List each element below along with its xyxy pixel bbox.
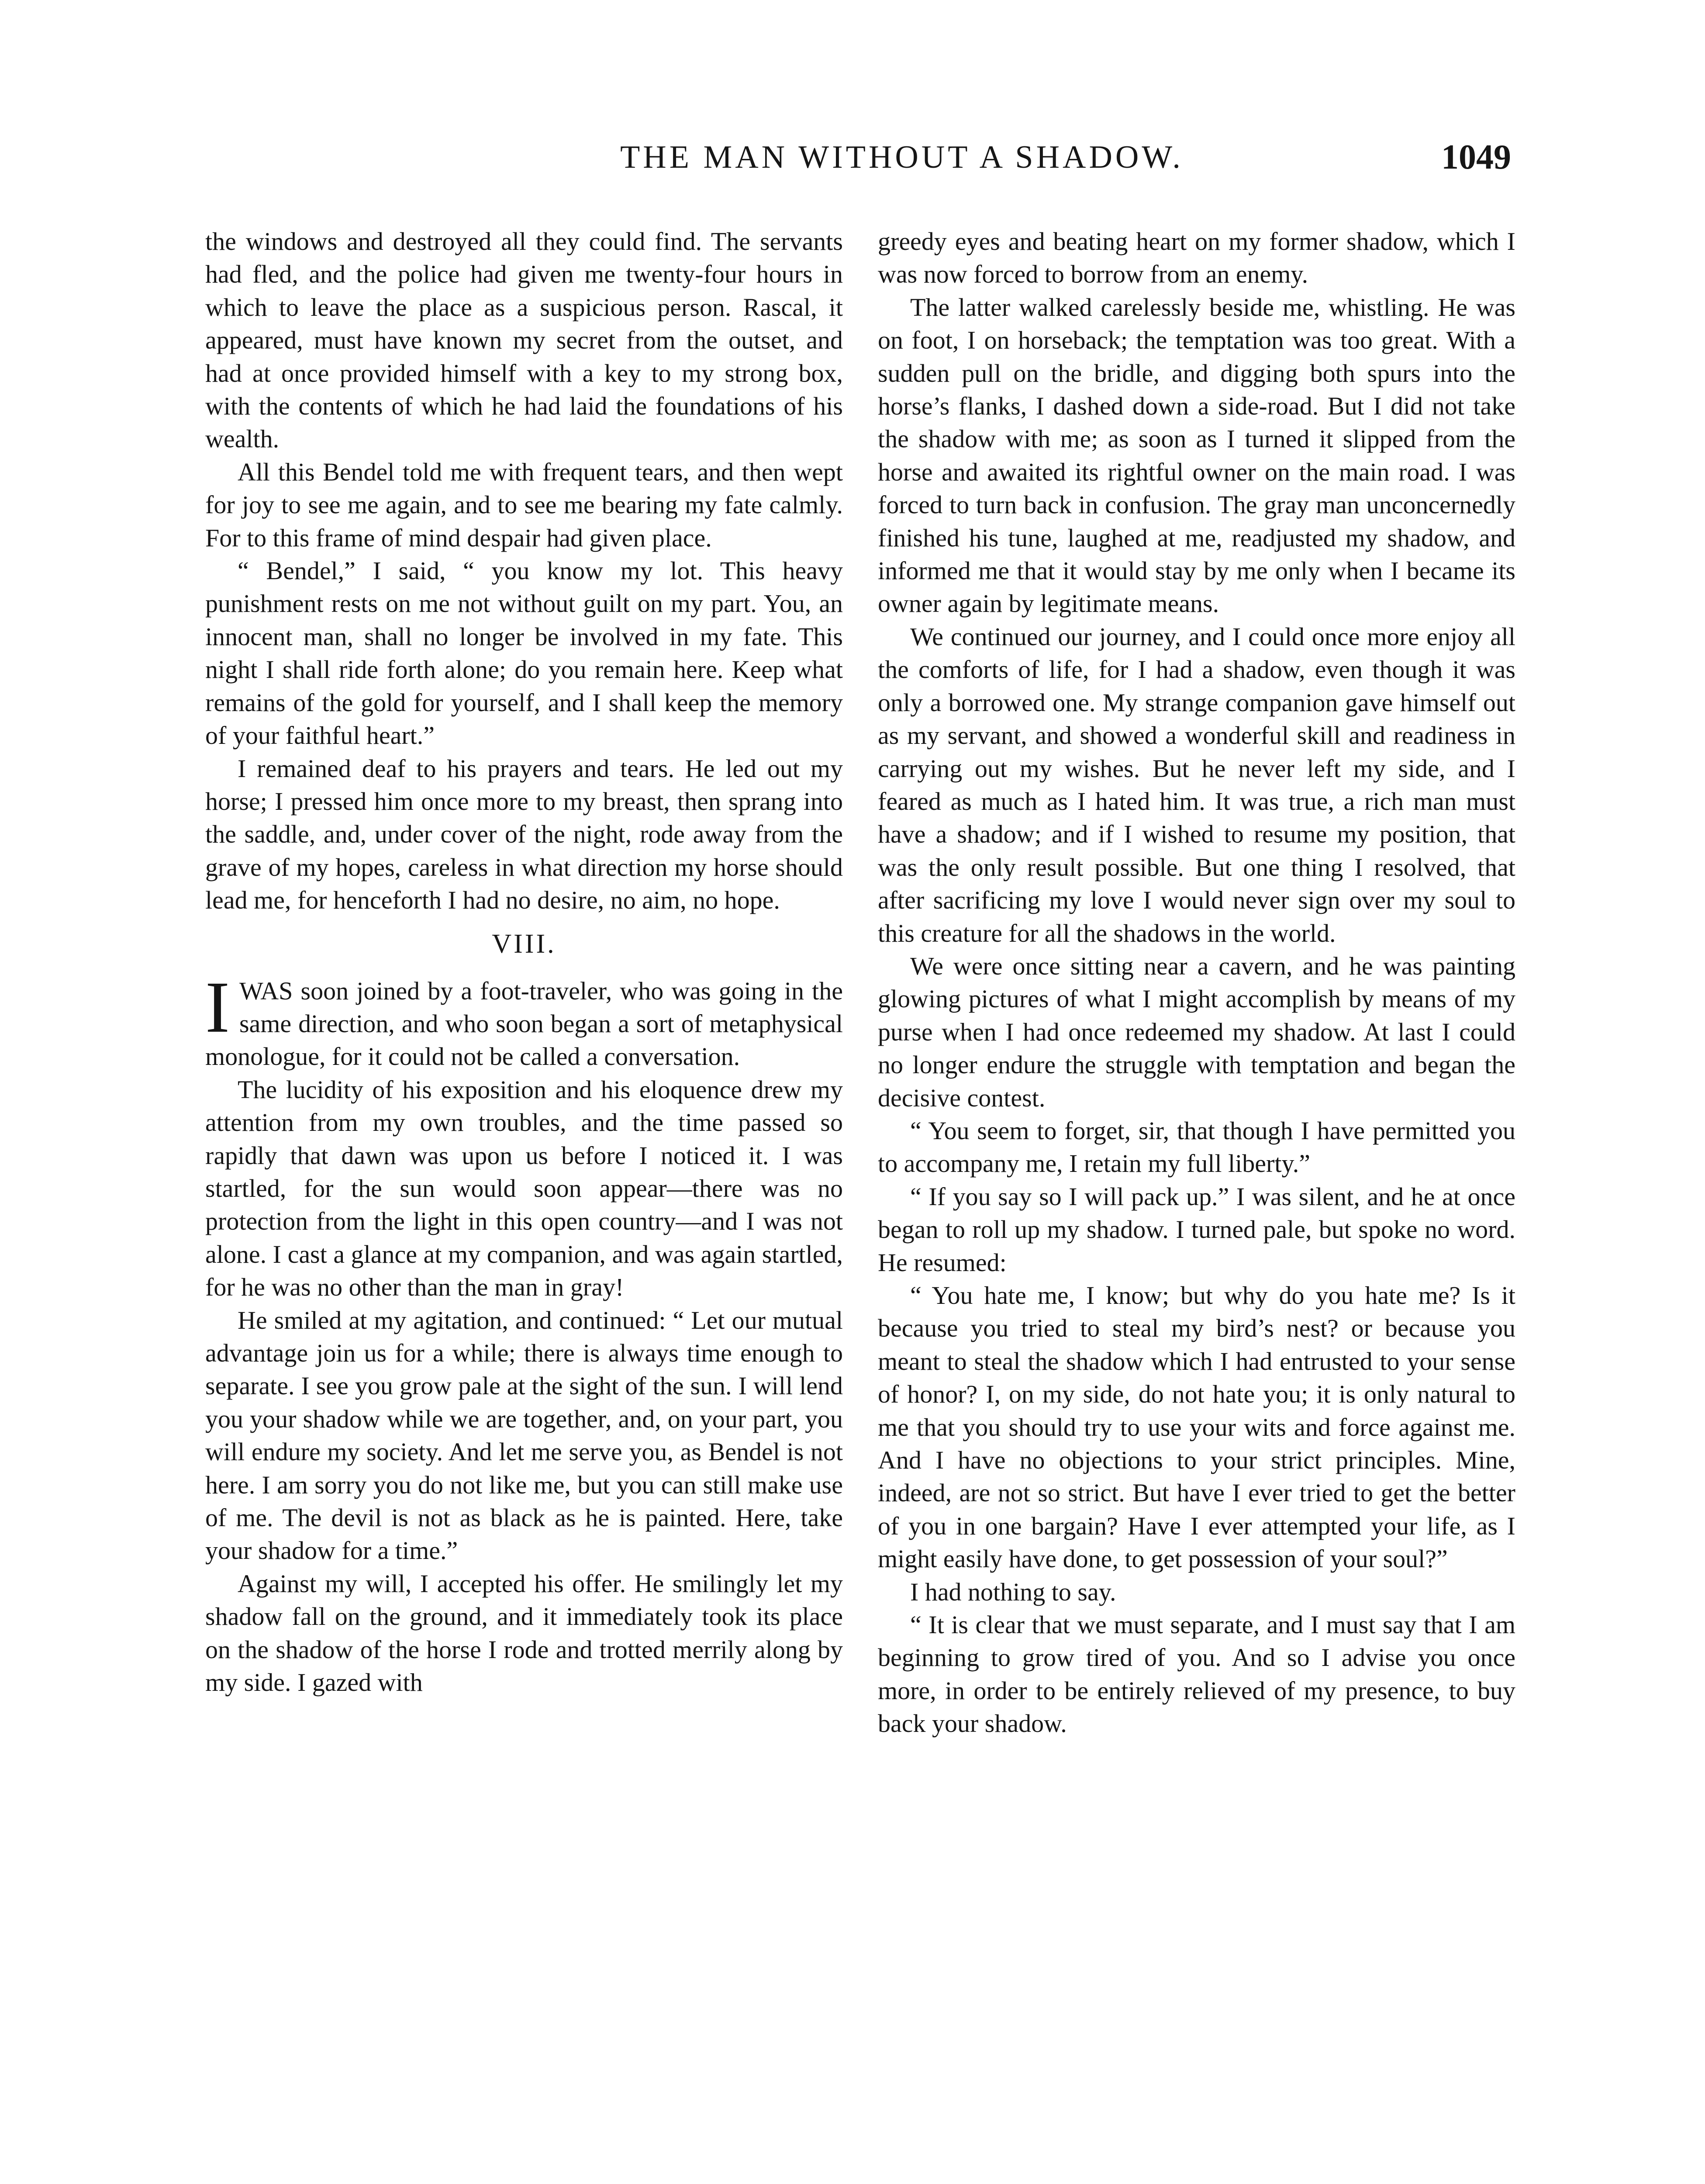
- paragraph: greedy eyes and beating heart on my former shadow, which I was now forced to borrow from an enemy.: [878, 227, 1515, 289]
- paragraph: the windows and destroyed all they could find. The servants had fled, and the police had given me twenty-four hours in which to leave the place as a suspicious person. Rascal, it appeared, must have known my secret from the outset, and had at once provided himself with a key to my strong box, with the contents of which he had laid the foundations of his wealth.: [205, 227, 843, 453]
- drop-cap: I: [205, 966, 230, 1048]
- paragraph: We continued our journey, and I could once more enjoy all the comforts of life, for I had a shadow, even though it was only a borrowed one. My strange companion gave himself out as my servant, and showed a wonderful skill and readiness in carrying out my wishes. But he never left my side, and I feared as much as I hated him. It was true, a rich man must have a shadow; and if I wished to resume my position, that was the only result possible. But one thing I resolved, that after sacrificing my love I would never sign over my soul to this creature for all the shadows in the world.: [878, 622, 1515, 947]
- page-header: [205, 131, 1511, 183]
- paragraph: “ You seem to forget, sir, that though I have permitted you to accompany me, I retain my full liberty.”: [878, 1116, 1515, 1178]
- page-number: 1049: [1441, 138, 1511, 176]
- chapter-opening-paragraph: [205, 966, 843, 1073]
- right-column: [878, 225, 1515, 1740]
- chapter-opening-text: WAS soon joined by a foot-traveler, who was going in the same direction, and who soon began a sort of metaphysical monologue, for it could not be called a conversation.: [205, 976, 843, 1071]
- paragraph: I had nothing to say.: [910, 1577, 1116, 1606]
- paragraph: We were once sitting near a cavern, and he was painting glowing pictures of what I might accomplish by means of my purse when I had once redeemed my shadow. At last I could no longer endure the struggle with temptation and began the decisive contest.: [878, 951, 1515, 1112]
- paragraph: “ If you say so I will pack up.” I was silent, and he at once began to roll up my shadow. I turned pale, but spoke no word. He resumed:: [878, 1182, 1515, 1277]
- paragraph: The latter walked carelessly beside me, whistling. He was on foot, I on horseback; the temptation was too great. With a sudden pull on the bridle, and digging both spurs into the horse’s flanks, I dashed down a side-road. But I did not take the shadow with me; as soon as I turned it slipped from the horse and awaited its rightful owner on the main road. I was forced to turn back in confusion. The gray man unconcernedly finished his tune, laughed at me, readjusted my shadow, and informed me that it would stay by me only when I became its owner again by legitimate means.: [878, 293, 1515, 618]
- running-title: THE MAN WITHOUT A SHADOW.: [620, 139, 1184, 175]
- paragraph: “ It is clear that we must separate, and I must say that I am beginning to grow tired of you. And so I advise you once more, in order to be entirely relieved of my presence, to buy back your shadow.: [878, 1610, 1515, 1738]
- paragraph: The lucidity of his exposition and his eloquence drew my attention from my own troubles, and the time passed so rapidly that dawn was upon us before I noticed it. I was startled, for the sun would soon appear—there was no protection from the light in this open country—and I was not alone. I cast a glance at my companion, and was again startled, for he was no other than the man in gray!: [205, 1075, 843, 1302]
- paragraph: “ You hate me, I know; but why do you hate me? Is it because you tried to steal my bird’s nest? or because you meant to steal the shadow which I had entrusted to your sense of honor? I, on my side, do not hate you; it is only natural to me that you should try to use your wits and force against me. And I have no objections to your strict principles. Mine, indeed, are not so strict. But have I ever tried to get the better of you in one bargain? Have I ever attempted your life, as I might easily have done, to get possession of your soul?”: [878, 1281, 1515, 1573]
- chapter-heading: VIII.: [492, 929, 556, 959]
- paragraph: Against my will, I accepted his offer. He smilingly let my shadow fall on the ground, and it immediately took its place on the shadow of the horse I rode and trotted merrily along by my side. I gazed with: [205, 1569, 843, 1697]
- paragraph: He smiled at my agitation, and continued: “ Let our mutual advantage join us for a while; there is always time enough to separate. I see you grow pale at the sight of the sun. I will lend you your shadow while we are together, and, on your part, you will endure my society. And let me serve you, as Bendel is not here. I am sorry you do not like me, but you can still make use of me. The devil is not as black as he is painted. Here, take your shadow for a time.”: [205, 1306, 843, 1565]
- paragraph: “ Bendel,” I said, “ you know my lot. This heavy punishment rests on me not without guilt on my part. You, an innocent man, shall no longer be involved in my fate. This night I shall ride forth alone; do you remain here. Keep what remains of the gold for yourself, and I shall keep the memory of your faithful heart.”: [205, 556, 843, 750]
- left-column: [205, 225, 843, 1699]
- paragraph: All this Bendel told me with frequent tears, and then wept for joy to see me again, and to see me bearing my fate calmly. For to this frame of mind despair had given place.: [205, 457, 843, 552]
- paragraph: I remained deaf to his prayers and tears. He led out my horse; I pressed him once more to my breast, then sprang into the saddle, and, under cover of the night, rode away from the grave of my hopes, careless in what direction my horse should lead me, for henceforth I had no desire, no aim, no hope.: [205, 754, 843, 915]
